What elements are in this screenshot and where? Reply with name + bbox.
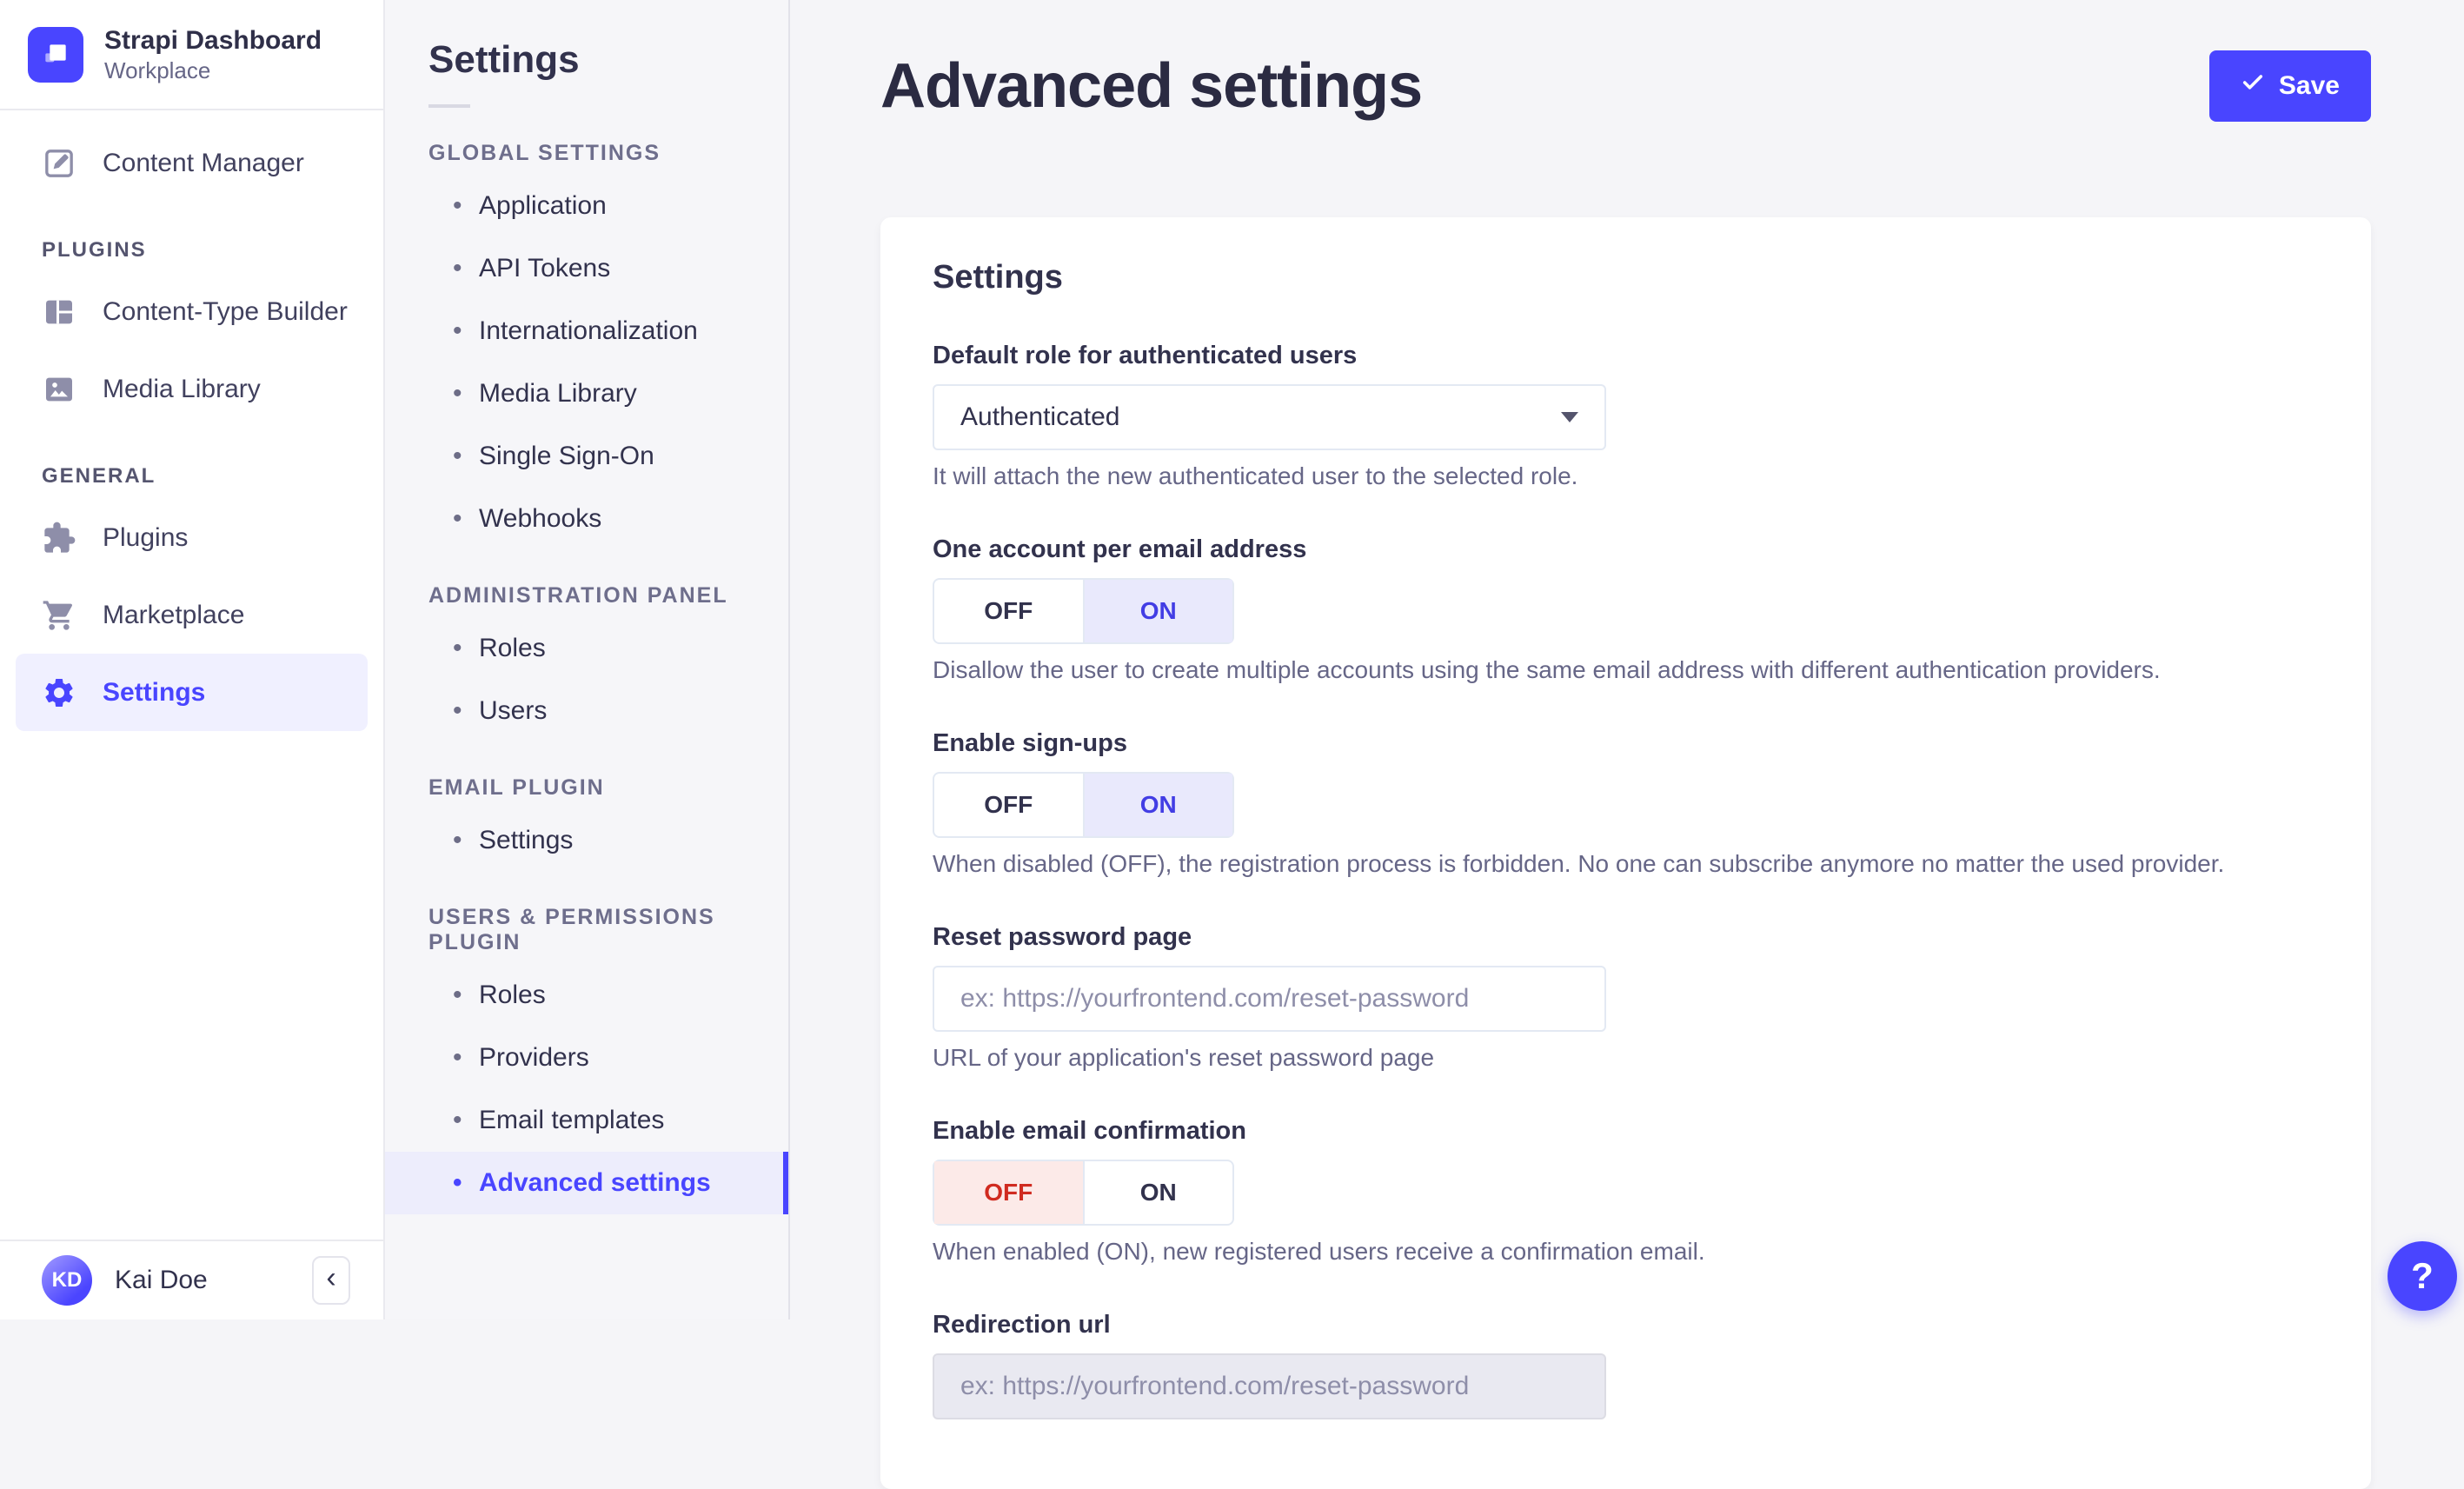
enable-signups-toggle [933, 772, 1234, 838]
settings-section-users-permissions [385, 905, 788, 1214]
field-hint: When enabled (ON), new registered users receive a confirmation email. [933, 1238, 1705, 1265]
user-name: Kai Doe [115, 1266, 208, 1294]
sidebar-item-media-library[interactable] [0, 350, 383, 428]
field-default-role [933, 342, 2319, 490]
settings-nav-label: Media Library [479, 379, 637, 408]
sidebar-item-content-manager[interactable] [0, 124, 383, 202]
bullet-icon: • [453, 191, 462, 220]
settings-nav-item-admin-roles[interactable] [385, 617, 788, 680]
bullet-icon: • [453, 504, 462, 533]
sidebar-section-general: GENERAL [42, 464, 156, 488]
email-confirmation-toggle [933, 1160, 1234, 1226]
sidebar-nav [0, 110, 383, 731]
bullet-icon: • [453, 634, 462, 662]
field-label: One account per email address [933, 535, 1307, 563]
gear-icon [42, 675, 76, 710]
bullet-icon: • [453, 316, 462, 345]
settings-nav-item-admin-users[interactable] [385, 680, 788, 742]
main-content [790, 0, 2464, 1339]
redirection-url-input [933, 1353, 1606, 1419]
layout-icon [42, 295, 76, 329]
toggle-off-option[interactable]: OFF [934, 1161, 1083, 1224]
avatar[interactable]: KD [42, 1255, 92, 1306]
strapi-logo-icon [28, 27, 83, 83]
settings-card [880, 217, 2371, 1489]
sidebar-item-label: Content-Type Builder [103, 296, 348, 326]
bullet-icon: • [453, 826, 462, 854]
settings-nav-label: Users [479, 696, 548, 725]
settings-nav-label: Roles [479, 980, 546, 1009]
cart-icon [42, 598, 76, 633]
settings-section-admin-panel [385, 583, 788, 742]
main-sidebar [0, 0, 385, 1319]
sidebar-item-label: Plugins [103, 522, 189, 552]
section-header: ADMINISTRATION PANEL [428, 583, 728, 608]
sidebar-section-plugins: PLUGINS [42, 238, 147, 262]
toggle-off-option[interactable]: OFF [984, 597, 1033, 624]
field-hint: URL of your application's reset password page [933, 1044, 1435, 1071]
settings-nav-item-single-sign-on[interactable] [385, 425, 788, 488]
section-header: GLOBAL SETTINGS [428, 141, 661, 165]
save-button-label: Save [2278, 71, 2340, 100]
toggle-off-option[interactable]: OFF [984, 791, 1033, 818]
section-header: USERS & PERMISSIONS PLUGIN [428, 905, 715, 954]
bullet-icon: • [453, 442, 462, 470]
field-label: Redirection url [933, 1311, 1111, 1339]
settings-nav-label: Email templates [479, 1106, 665, 1134]
settings-nav-label: API Tokens [479, 254, 611, 283]
field-reset-password [933, 923, 2319, 1072]
sidebar-item-marketplace[interactable] [0, 576, 383, 654]
field-label: Default role for authenticated users [933, 342, 1358, 369]
sidebar-item-plugins[interactable] [0, 499, 383, 576]
sidebar-item-label: Settings [103, 677, 206, 707]
bullet-icon: • [453, 980, 462, 1009]
field-hint: It will attach the new authenticated user to the selected role. [933, 462, 1578, 489]
sidebar-item-content-type-builder[interactable] [0, 273, 383, 350]
one-account-toggle [933, 578, 1234, 644]
section-header: EMAIL PLUGIN [428, 775, 605, 800]
settings-nav-label: Internationalization [479, 316, 698, 345]
field-label: Enable sign-ups [933, 729, 1127, 757]
help-button[interactable] [2388, 1241, 2457, 1311]
brand-text [104, 24, 322, 85]
card-heading: Settings [933, 259, 1063, 296]
sidebar-item-settings[interactable] [16, 654, 368, 731]
puzzle-icon [42, 521, 76, 555]
brand-name: Strapi Dashboard [104, 25, 322, 55]
chevron-down-icon [1561, 412, 1578, 422]
settings-nav-label: Advanced settings [479, 1168, 711, 1197]
field-enable-signups [933, 729, 2319, 878]
settings-nav-item-api-tokens[interactable] [385, 237, 788, 300]
settings-nav-label: Roles [479, 634, 546, 662]
default-role-select[interactable] [933, 384, 1606, 450]
settings-nav-item-up-roles[interactable] [385, 964, 788, 1027]
field-redirection-url [933, 1311, 2319, 1419]
settings-section-global [385, 141, 788, 550]
save-button[interactable] [2209, 50, 2371, 122]
workspace-name: Workplace [104, 57, 211, 83]
settings-section-email-plugin [385, 775, 788, 872]
sidebar-item-label: Media Library [103, 374, 261, 403]
bullet-icon: • [453, 696, 462, 725]
divider [428, 104, 470, 108]
settings-nav-label: Application [479, 191, 607, 220]
field-label: Reset password page [933, 923, 1192, 951]
bullet-icon: • [453, 379, 462, 408]
field-one-account [933, 535, 2319, 684]
workspace-switcher[interactable] [0, 0, 383, 110]
bullet-icon: • [453, 1168, 462, 1197]
field-label: Enable email confirmation [933, 1117, 1246, 1145]
settings-nav-label: Settings [479, 826, 574, 854]
question-mark-icon: ? [2411, 1255, 2434, 1296]
settings-nav-label: Providers [479, 1043, 589, 1072]
settings-sidebar [385, 0, 790, 1319]
field-hint: Disallow the user to create multiple accounts using the same email address with different authentication providers. [933, 656, 2161, 683]
settings-sidebar-title: Settings [428, 38, 580, 81]
bullet-icon: • [453, 1106, 462, 1134]
page-title: Advanced settings [880, 51, 1423, 121]
settings-nav-item-providers[interactable] [385, 1027, 788, 1089]
chevron-left-icon: ‹ [326, 1260, 336, 1294]
collapse-sidebar-button[interactable] [312, 1256, 350, 1305]
bullet-icon: • [453, 1043, 462, 1072]
reset-password-input[interactable] [933, 966, 1606, 1032]
image-icon [42, 372, 76, 407]
toggle-on-option[interactable]: ON [1083, 580, 1233, 642]
sidebar-item-label: Content Manager [103, 148, 304, 177]
sidebar-item-label: Marketplace [103, 600, 245, 629]
field-hint: When disabled (OFF), the registration process is forbidden. No one can subscribe anymore no matter the used provider. [933, 850, 2225, 877]
compose-icon [42, 146, 76, 181]
select-value: Authenticated [960, 402, 1120, 431]
settings-nav-item-email-templates[interactable] [385, 1089, 788, 1152]
settings-nav-label: Single Sign-On [479, 442, 654, 470]
field-email-confirmation [933, 1117, 2319, 1266]
settings-nav-item-email-settings[interactable] [385, 809, 788, 872]
toggle-on-option[interactable]: ON [1083, 1161, 1233, 1224]
page-header [880, 50, 2371, 122]
settings-nav-item-internationalization[interactable] [385, 300, 788, 362]
sidebar-user-footer [0, 1240, 383, 1319]
settings-nav-item-application[interactable] [385, 175, 788, 237]
settings-nav-item-webhooks[interactable] [385, 488, 788, 550]
settings-nav-label: Webhooks [479, 504, 602, 533]
check-icon [2241, 70, 2265, 102]
settings-nav-item-advanced-settings[interactable] [385, 1152, 788, 1214]
bullet-icon: • [453, 254, 462, 283]
settings-nav-item-media-library[interactable] [385, 362, 788, 425]
toggle-on-option[interactable]: ON [1083, 774, 1233, 836]
